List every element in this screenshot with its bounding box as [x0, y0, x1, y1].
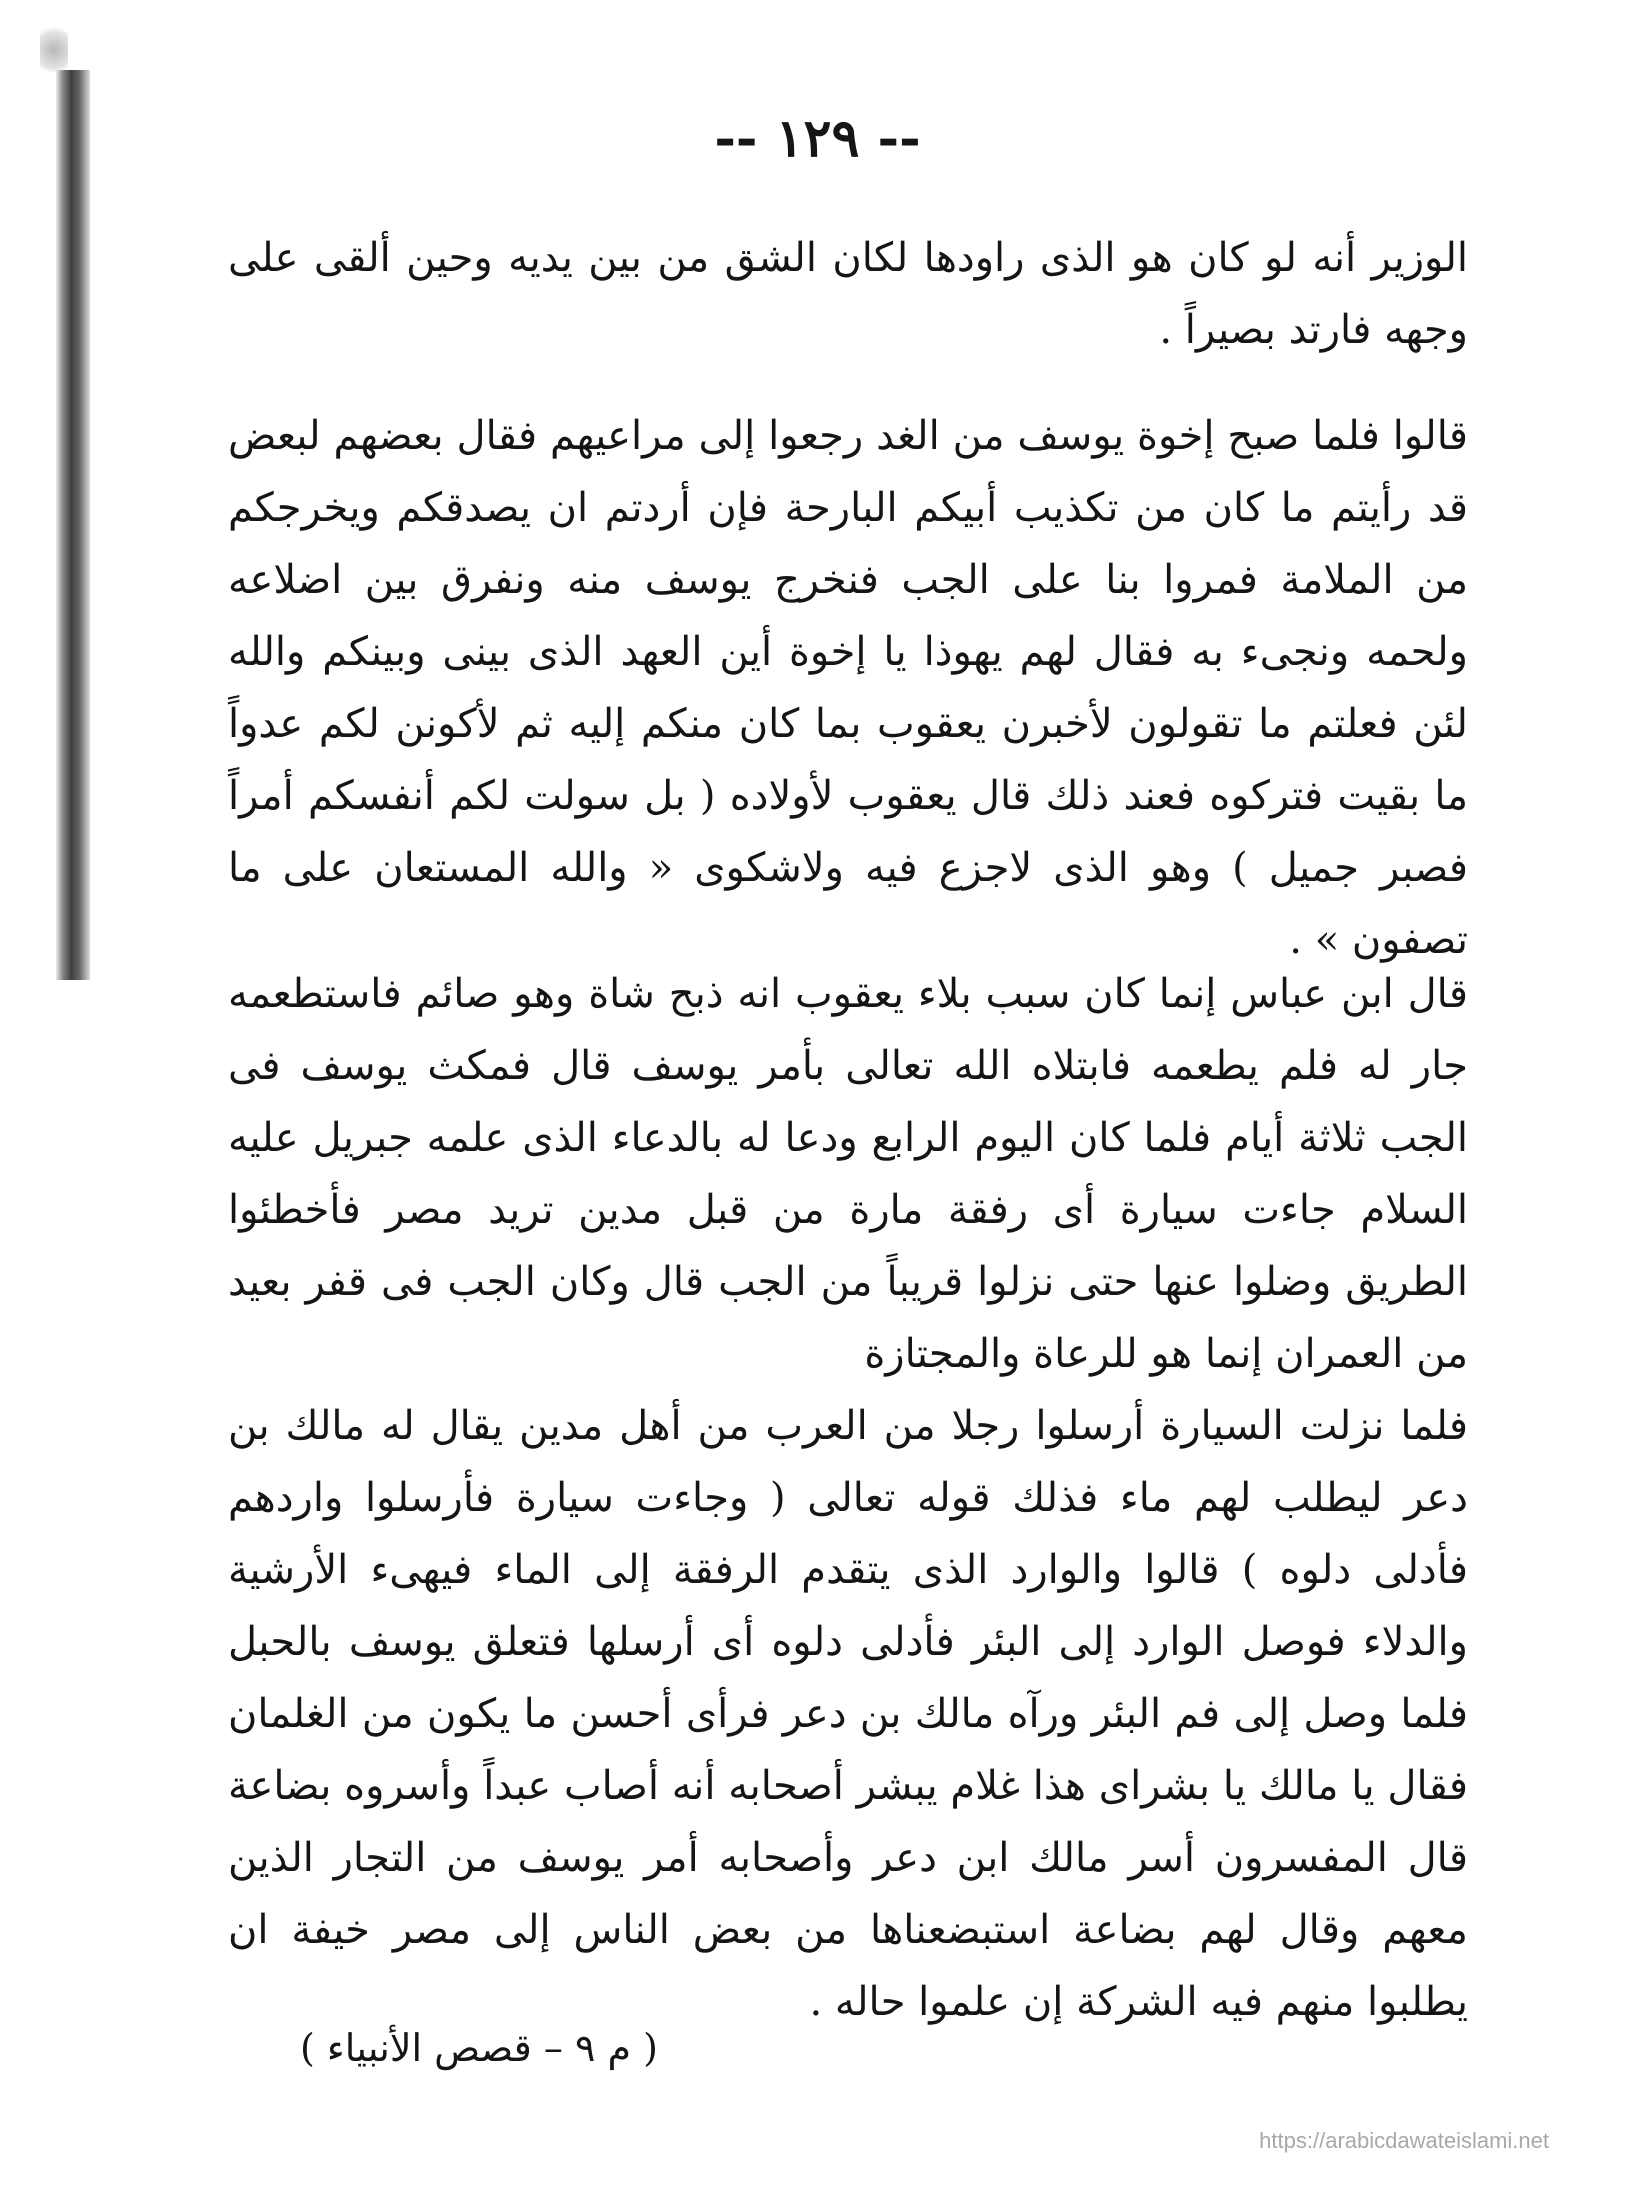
paragraph-block-4 [228, 1390, 1468, 2038]
watermark-url: https://arabicdawateislami.net [1259, 2128, 1549, 2153]
paragraph: فلما نزلت السيارة أرسلوا رجلا من العرب من أهل مدين يقال له مالك بن دعر ليطلب لهم ماء فذلك قوله تعالى ( وجاءت سيارة فأرسلوا واردهم فأدلى دلوه ) قالوا والوارد الذى يتقدم الرفقة إلى الماء فيهىء الأرشية والدلاء فوصل الوارد إلى البئر فأدلى دلوه أى أرسلها فتعلق يوسف بالحبل فلما وصل إلى فم البئر ورآه مالك بن دعر فرأى أحسن ما يكون من الغلمان فقال يا مالك يا بشراى هذا غلام يبشر أصحابه أنه أصاب عبداً وأسروه بضاعة قال المفسرون أسر مالك ابن دعر وأصحابه أمر يوسف من التجار الذين معهم وقال لهم بضاعة استبضعناها من بعض الناس إلى مصر خيفة ان يطلبوا منهم فيه الشركة إن علموا حاله . [228, 1403, 1468, 2025]
scan-speck [40, 20, 68, 80]
page-number: -- ١٢٩ -- [714, 108, 921, 169]
paragraph-block-2 [228, 400, 1468, 976]
scan-binding-shadow [56, 70, 90, 980]
paragraph-block-1 [228, 222, 1468, 366]
paragraph: الوزير أنه لو كان هو الذى راودها لكان الشق من بين يديه وحين ألقى على وجهه فارتد بصيراً . [228, 235, 1468, 353]
signature-footer: ( م ٩ – قصص الأنبياء ) [300, 2026, 658, 2070]
paragraph: قال ابن عباس إنما كان سبب بلاء يعقوب انه ذبح شاة وهو صائم فاستطعمه جار له فلم يطعمه فابتلاه الله تعالى بأمر يوسف قال فمكث يوسف فى الجب ثلاثة أيام فلما كان اليوم الرابع ودعا له بالدعاء الذى علمه جبريل عليه السلام جاءت سيارة أى رفقة مارة من قبل مدين تريد مصر فأخطئوا الطريق وضلوا عنها حتى نزلوا قريباً من الجب قال وكان الجب فى قفر بعيد من العمران إنما هو للرعاة والمجتازة [228, 971, 1469, 1377]
paragraph-block-3 [228, 958, 1468, 1390]
paragraph: قالوا فلما صبح إخوة يوسف من الغد رجعوا إلى مراعيهم فقال بعضهم لبعض قد رأيتم ما كان من تكذيب أبيكم البارحة فإن أردتم ان يصدقكم ويخرجكم من الملامة فمروا بنا على الجب فنخرج يوسف منه ونفرق بين اضلاعه ولحمه ونجىء به فقال لهم يهوذا يا إخوة أين العهد الذى بينى وبينكم والله لئن فعلتم ما تقولون لأخبرن يعقوب بما كان منكم إليه ثم لأكونن لكم عدواً ما بقيت فتركوه فعند ذلك قال يعقوب لأولاده ( بل سولت لكم أنفسكم أمراً فصبر جميل ) وهو الذى لاجزع فيه ولاشكوى « والله المستعان على ما تصفون » . [228, 413, 1468, 963]
